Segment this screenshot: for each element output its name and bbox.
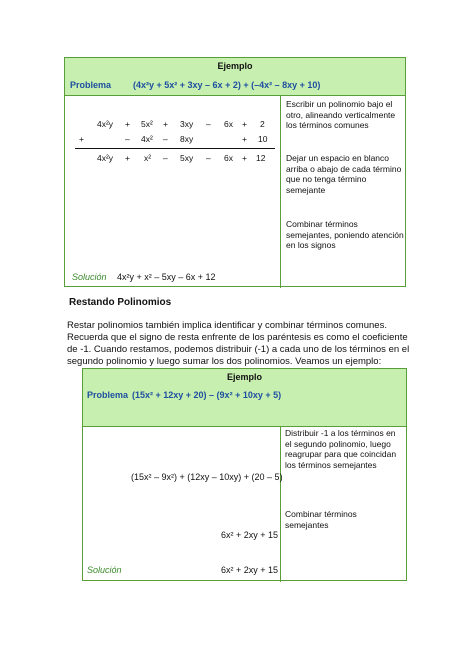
step-note-1: Distribuir -1 a los términos en el segundo polinomio, luego reagrupar para que coincidan los términos semejantes [285,428,397,470]
step-note-3: Combinar términos semejantes, poniendo atención en los signos [286,219,404,250]
section-paragraph: Restar polinomios también implica identificar y combinar términos comunes. Recuerda que el signo de resta enfrente de los paréntesis es como el coeficiente de -1. Cuando restamos, podemos distribuir (-1) a cada uno de los términos en el segundo polinomio y luego sumar los dos polinomios. Veamos un ejemplo: [67,320,410,367]
sign: + [163,119,168,129]
sign: + [79,134,84,144]
problem-label: Problema [87,390,129,400]
step-note-2: Dejar un espacio en blanco arriba o abajo de cada término que no tenga término semejante [286,153,402,195]
combined-expression: 6x² + 2xy + 15 [221,530,279,540]
solution-label: Solución [72,272,107,282]
table-header [83,369,406,387]
term: 4x²y [97,119,114,129]
sign: – [206,153,211,163]
sign: + [125,119,130,129]
sum-rule [75,148,275,149]
sign: + [125,153,130,163]
distributed-expression: (15x² – 9x²) + (12xy – 10xy) + (20 – 5) [131,472,283,482]
step-note-1: Escribir un polinomio bajo el otro, alineando verticalmente los términos comunes [286,99,396,130]
step-note-2: Combinar términos semejantes [285,509,357,530]
term: 5x² [141,119,153,129]
solution-expression: 4x²y + x² – 5xy – 6x + 12 [117,272,216,282]
table-header-label: Ejemplo [226,372,262,382]
section-title: Restando Polinomios [69,297,172,308]
problem-expression: (4x²y + 5x² + 3xy – 6x + 2) + (–4x² – 8xy + 10) [133,80,321,90]
solution-label: Solución [87,565,122,575]
term: 3xy [180,119,194,129]
table-header [65,58,405,76]
problem-expression: (15x² + 12xy + 20) – (9x² + 10xy + 5) [132,390,282,400]
sign: + [242,134,247,144]
problem-row [65,75,405,96]
term: 8xy [180,134,194,144]
column-divider [280,95,281,288]
sign: – [163,134,168,144]
solution-expression: 6x² + 2xy + 15 [221,565,279,575]
example-table-addition [64,57,406,287]
sign: + [242,153,247,163]
problem-row [83,386,406,427]
sign: – [163,153,168,163]
term: 6x [224,153,233,163]
term: 10 [258,134,268,144]
term: 6x [224,119,233,129]
term: 12 [256,153,266,163]
term: 4x²y [97,153,114,163]
sign: – [125,134,130,144]
example-table-subtraction [82,368,407,581]
sign: + [242,119,247,129]
term: 4x² [141,134,153,144]
table-header-label: Ejemplo [217,61,253,71]
column-divider [280,426,281,582]
term: 5xy [180,153,194,163]
problem-label: Problema [70,80,112,90]
sign: – [206,119,211,129]
term: x² [144,153,152,163]
term: 2 [260,119,265,129]
